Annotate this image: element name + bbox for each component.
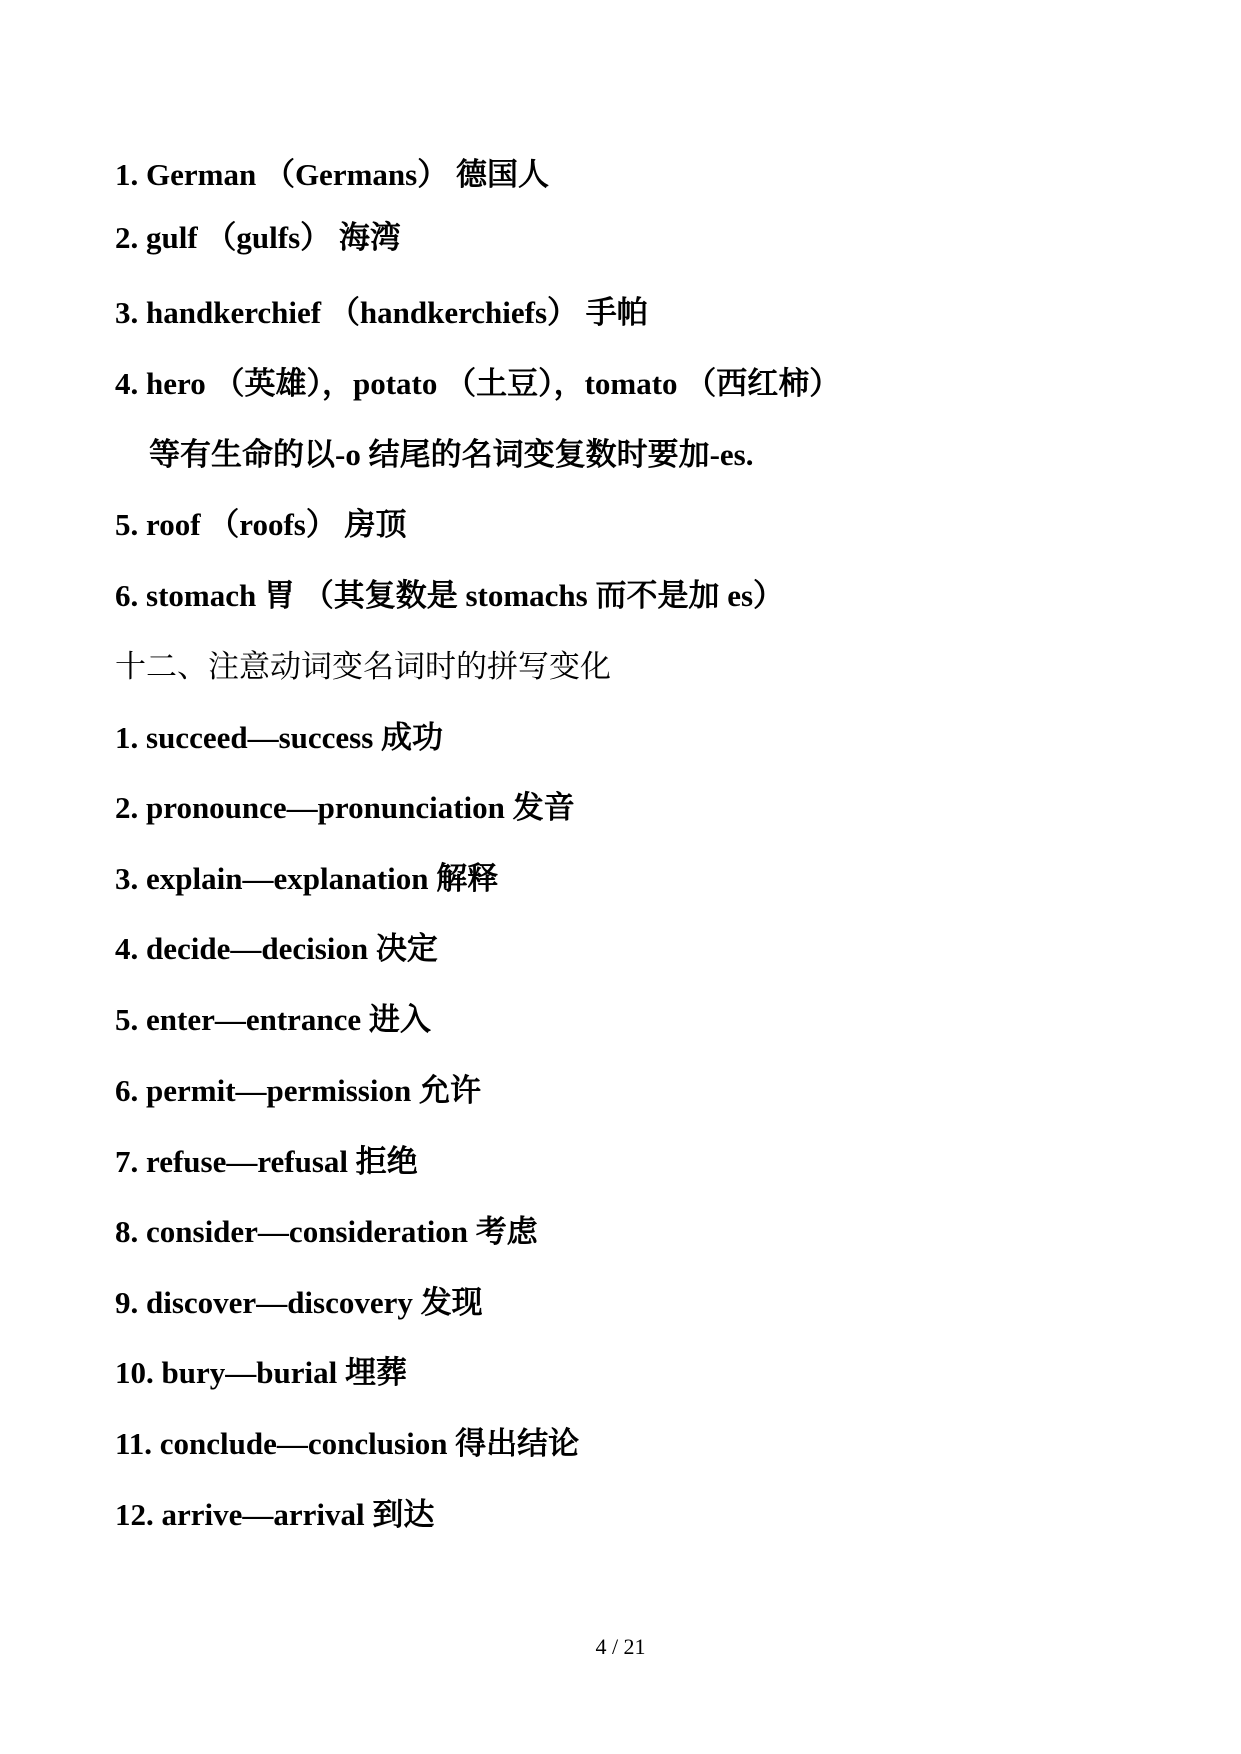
noun-item-permit: 6. permit—permission 允许 bbox=[115, 1073, 481, 1108]
noun-item-consider: 8. consider—consideration 考虑 bbox=[115, 1214, 538, 1249]
section-heading: 十二、注意动词变名词时的拼写变化 bbox=[115, 649, 611, 684]
noun-item-succeed: 1. succeed—success 成功 bbox=[115, 720, 444, 755]
noun-item-conclude: 11. conclude—conclusion 得出结论 bbox=[115, 1426, 580, 1461]
noun-item-pronounce: 2. pronounce—pronunciation 发音 bbox=[115, 790, 575, 825]
plural-item-note: 等有生命的以-o 结尾的名词变复数时要加-es. bbox=[149, 437, 754, 472]
noun-item-explain: 3. explain—explanation 解释 bbox=[115, 861, 499, 896]
noun-item-decide: 4. decide—decision 决定 bbox=[115, 931, 438, 966]
noun-item-discover: 9. discover—discovery 发现 bbox=[115, 1285, 483, 1320]
noun-item-enter: 5. enter—entrance 进入 bbox=[115, 1002, 431, 1037]
noun-item-bury: 10. bury—burial 埋葬 bbox=[115, 1355, 407, 1390]
plural-item-hero-potato-tomato: 4. hero （英雄），potato （土豆），tomato （西红柿） bbox=[115, 366, 841, 401]
plural-item-handkerchief: 3. handkerchief （handkerchiefs） 手帕 bbox=[115, 295, 648, 330]
plural-item-roof: 5. roof （roofs） 房顶 bbox=[115, 507, 407, 542]
noun-item-refuse: 7. refuse—refusal 拒绝 bbox=[115, 1144, 418, 1179]
noun-item-arrive: 12. arrive—arrival 到达 bbox=[115, 1497, 435, 1532]
page-number: 4 / 21 bbox=[595, 1634, 646, 1659]
plural-item-german: 1. German （Germans） 德国人 bbox=[115, 157, 549, 192]
plural-item-stomach: 6. stomach 胃 （其复数是 stomachs 而不是加 es） bbox=[115, 578, 785, 613]
plural-item-gulf: 2. gulf （gulfs） 海湾 bbox=[115, 220, 401, 255]
